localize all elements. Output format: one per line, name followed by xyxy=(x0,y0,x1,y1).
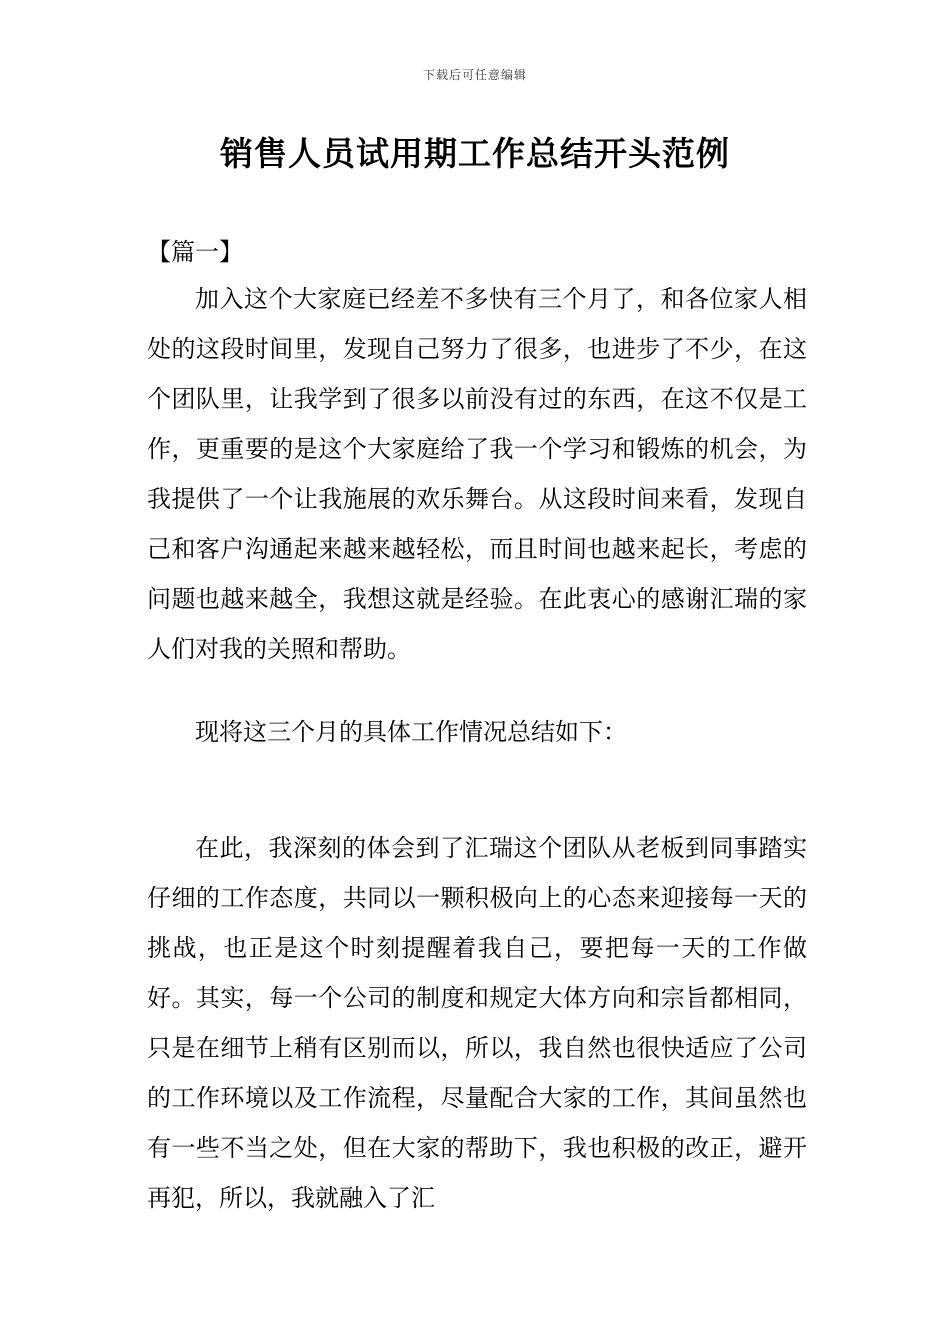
paragraph-1: 加入这个大家庭已经差不多快有三个月了，和各位家人相处的这段时间里，发现自己努力了很多，也进步了不少，在这个团队里，让我学到了很多以前没有过的东西，在这不仅是工作，更重要的是这个大家庭给了我一个学习和锻炼的机会，为我提供了一个让我施展的欢乐舞台。从这段时间来看，发现自己和客户沟通起来越来越轻松，而且时间也越来起长，考虑的问题也越来越全，我想这就是经验。在此衷心的感谢汇瑞的家人们对我的关照和帮助。 xyxy=(147,285,807,663)
paragraph-3: 在此，我深刻的体会到了汇瑞这个团队从老板到同事踏实仔细的工作态度，共同以一颗积极向上的心态来迎接每一天的挑战，也正是这个时刻提醒着我自己，要把每一天的工作做好。其实，每一个公司的制度和规定大体方向和宗旨都相同，只是在细节上稍有区别而以，所以，我自然也很快适应了公司的工作环境以及工作流程，尽量配合大家的工作，其间虽然也有一些不当之处，但在大家的帮助下，我也积极的改正，避开再犯，所以，我就融入了汇 xyxy=(147,834,807,1212)
header-note: 下载后可任意编辑 xyxy=(422,68,527,82)
paragraph-2: 现将这三个月的具体工作情况总结如下： xyxy=(195,718,627,746)
document-title: 销售人员试用期工作总结开头范例 xyxy=(220,134,730,173)
section-label: 【篇一】 xyxy=(147,238,243,266)
